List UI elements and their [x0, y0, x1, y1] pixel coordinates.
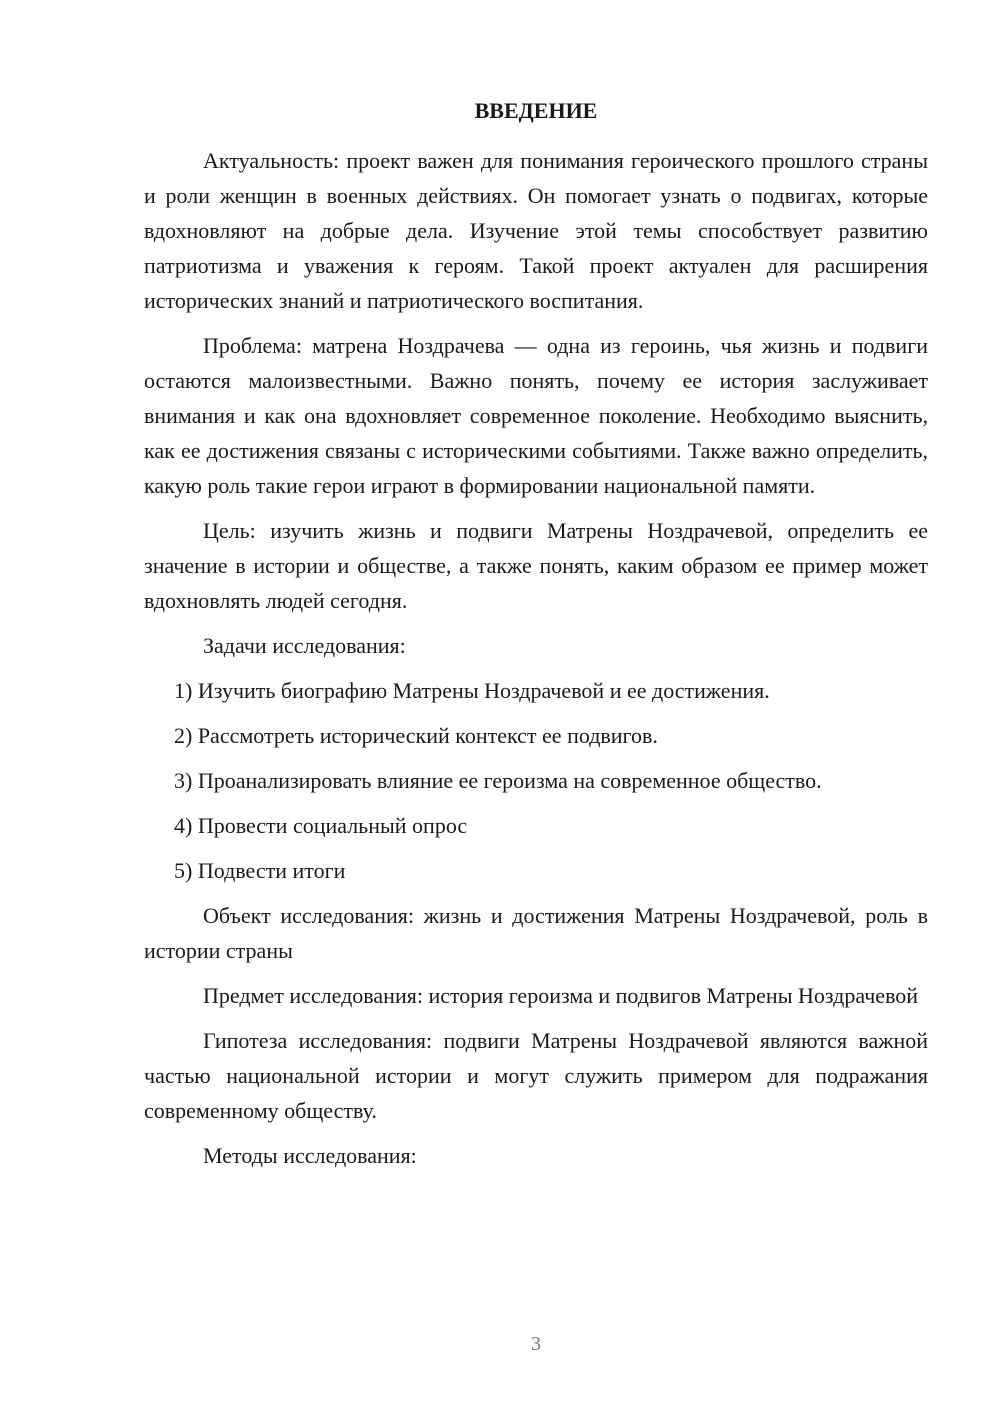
task-item: 2) Рассмотреть исторический контекст ее подвигов. [174, 723, 658, 748]
problem-paragraph: Проблема: матрена Ноздрачева — одна из героинь, чья жизнь и подвиги остаются малоизвестными. Важно понять, почему ее история заслуживает внимания и как она вдохновляет современное поколение. Необходимо выяснить, как ее достижения связаны с историческими событиями. Также важно определить, какую роль такие герои играют в формировании национальной памяти. [144, 333, 928, 498]
object-paragraph: Объект исследования: жизнь и достижения Матрены Ноздрачевой, роль в истории страны [144, 903, 928, 963]
hypothesis-paragraph: Гипотеза исследования: подвиги Матрены Ноздрачевой являются важной частью национальной истории и могут служить примером для подражания современному обществу. [144, 1028, 928, 1123]
relevance-paragraph: Актуальность: проект важен для понимания героического прошлого страны и роли женщин в военных действиях. Он помогает узнать о подвигах, которые вдохновляют на добрые дела. Изучение этой темы способствует развитию патриотизма и уважения к героям. Такой проект актуален для расширения исторических знаний и патриотического воспитания. [144, 148, 928, 313]
task-item: 1) Изучить биографию Матрены Ноздрачевой и ее достижения. [174, 678, 770, 703]
task-item: 4) Провести социальный опрос [174, 813, 468, 838]
tasks-list [144, 673, 928, 888]
page-number: 3 [531, 1333, 541, 1355]
methods-heading: Методы исследования: [203, 1143, 417, 1168]
subject-paragraph: Предмет исследования: история героизма и подвигов Матрены Ноздрачевой [203, 983, 919, 1008]
page-title: ВВЕДЕНИЕ [474, 98, 598, 123]
task-item: 3) Проанализировать влияние ее героизма на современное общество. [174, 768, 822, 793]
document-body [144, 143, 928, 1173]
task-item: 5) Подвести итоги [174, 858, 346, 883]
tasks-heading: Задачи исследования: [203, 633, 406, 658]
goal-paragraph: Цель: изучить жизнь и подвиги Матрены Ноздрачевой, определить ее значение в истории и обществе, а также понять, каким образом ее пример может вдохновлять людей сегодня. [144, 518, 928, 613]
